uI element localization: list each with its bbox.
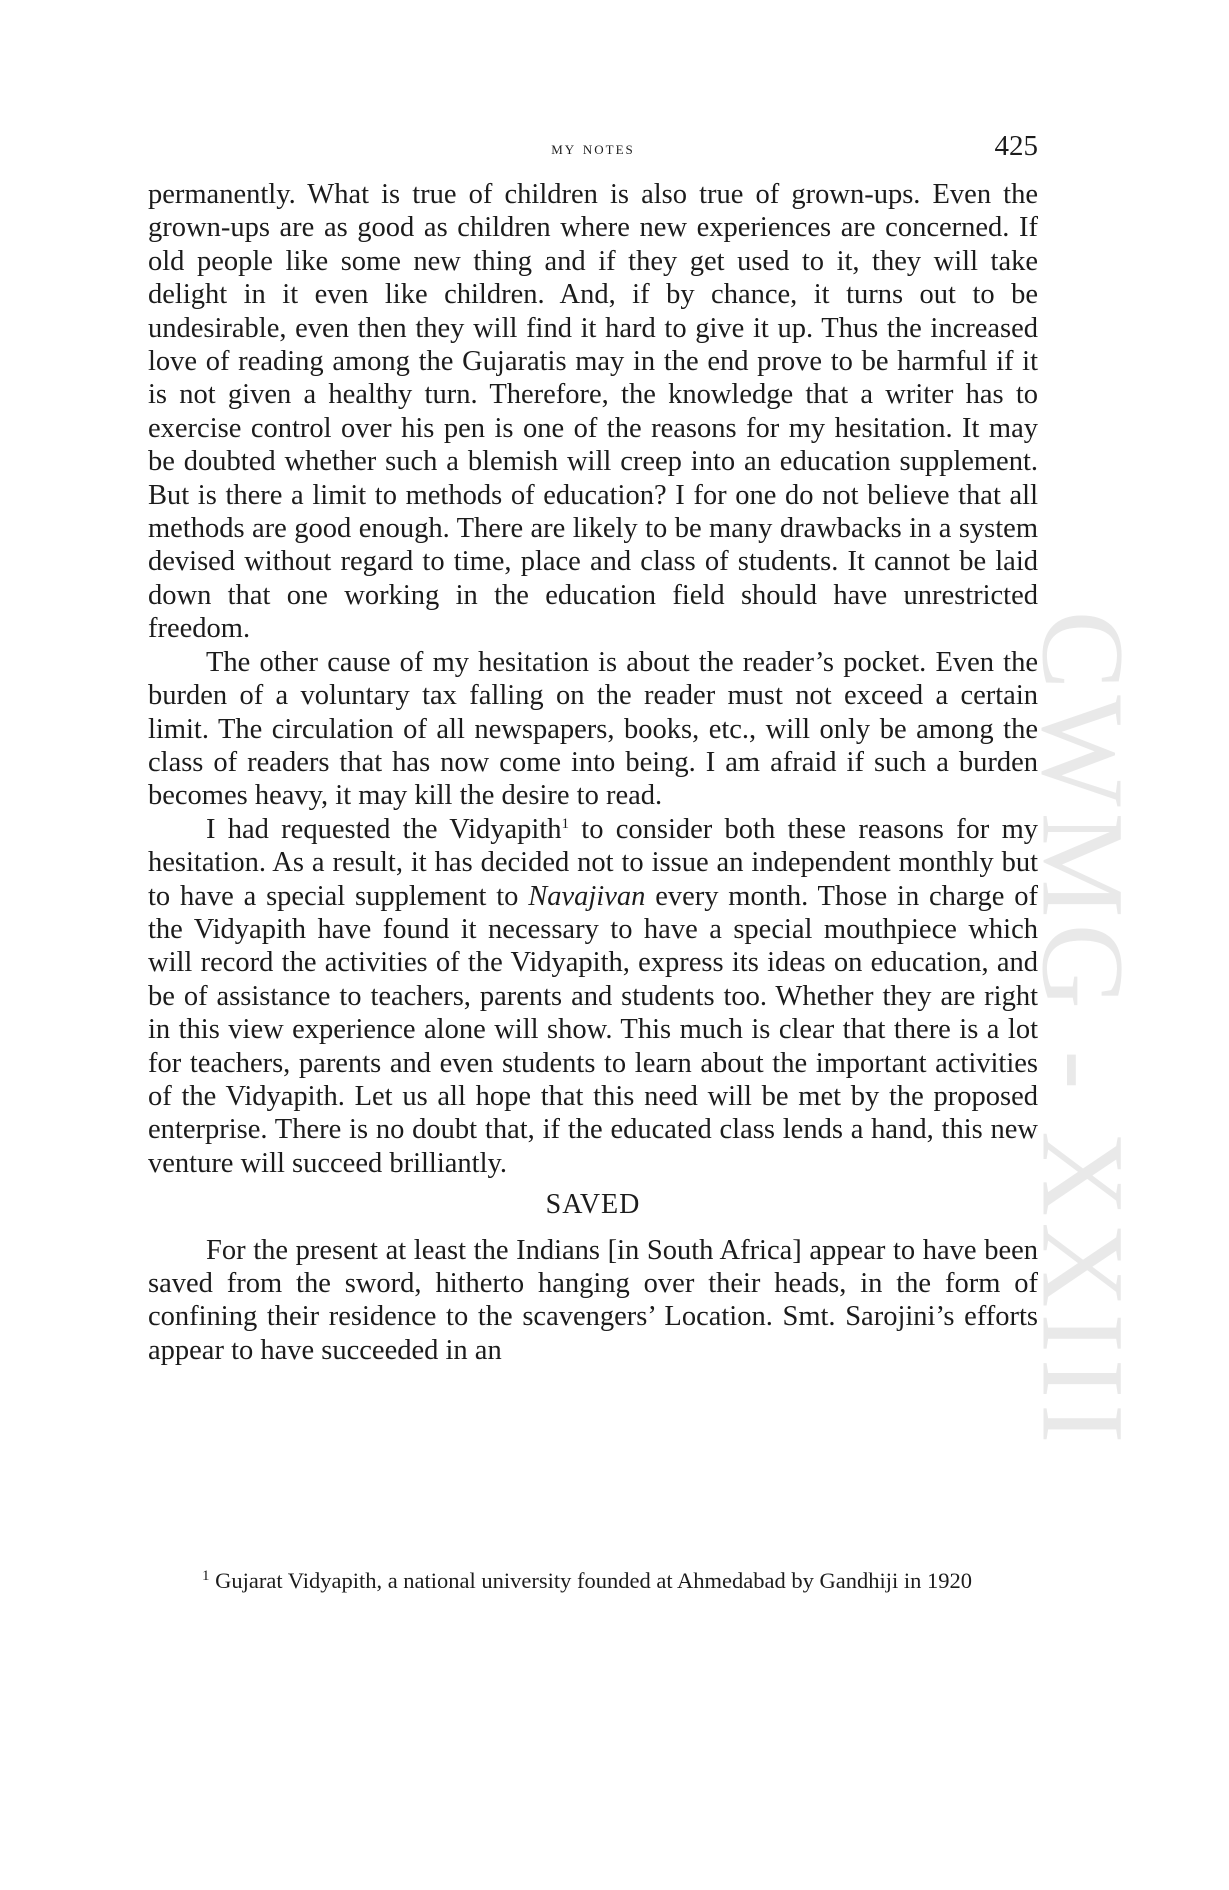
newspaper-title: Navajivan bbox=[528, 880, 646, 912]
running-title: my notes bbox=[551, 138, 635, 159]
running-head bbox=[148, 130, 1038, 166]
watermark bbox=[1017, 440, 1149, 1620]
watermark-text: CWMG - XXIII bbox=[1017, 610, 1149, 1450]
section-heading-rest: AVED bbox=[562, 1189, 641, 1221]
footnotes bbox=[152, 1566, 1050, 1596]
body-text bbox=[148, 178, 1038, 1367]
section-heading bbox=[148, 1188, 1038, 1221]
footnote bbox=[152, 1566, 1050, 1596]
footnote-text: Gujarat Vidyapith, a national university founded at Ahmedabad by Gandhiji in 1920 bbox=[209, 1568, 972, 1593]
paragraph-3-part-2: to consider both these reasons for my hesitation. As a result, it has decided not to issue an independent monthly but to have a special supplement to bbox=[148, 813, 1038, 912]
footnote-reference[interactable]: 1 bbox=[561, 815, 570, 832]
paragraph-3 bbox=[148, 813, 1038, 1180]
section-paragraph: For the present at least the Indians [in South Africa] appear to have been saved from the sword, hitherto hanging over their heads, in the form of confining their residence to the scavengers’ Location. Smt. Sarojini’s efforts appear to have succeeded in an bbox=[148, 1234, 1038, 1366]
section-heading-initial: S bbox=[545, 1189, 563, 1221]
footnote-mark: 1 bbox=[202, 1568, 210, 1584]
paragraph-3-part-3: every month. Those in charge of the Vidyapith have found it necessary to have a special mouthpiece which will record the activities of the Vidyapith, express its ideas on education, and be of assistance to teachers, parents and students too. Whether they are right in this view experience alone will show. This much is clear that there is a lot for teachers, parents and even students to learn about the important activities of the Vidyapith. Let us all hope that this need will be met by the proposed enterprise. There is no doubt that, if the educated class lends a hand, this new venture will succeed brilliantly. bbox=[148, 880, 1038, 1179]
paragraph-1: permanently. What is true of children is also true of grown-ups. Even the grown-ups are as good as children where new experiences are concerned. If old people like some new thing and if they get used to it, they will take delight in it even like children. And, if by chance, it turns out to be undesirable, even then they will find it hard to give it up. Thus the increased love of reading among the Gujaratis may in the end prove to be harmful if it is not given a healthy turn. Therefore, the knowledge that a writer has to exercise control over his pen is one of the reasons for my hesitation. It may be doubted whether such a blemish will creep into an education supplement. But is there a limit to methods of education? I for one do not believe that all methods are good enough. There are likely to be many drawbacks in a system devised without regard to time, place and class of students. It cannot be laid down that one working in the education field should have unrestricted freedom. bbox=[148, 179, 1038, 645]
page-number: 425 bbox=[994, 130, 1038, 162]
paragraph-3-part-1: I had requested the Vidyapith bbox=[206, 813, 562, 845]
paragraph-2: The other cause of my hesitation is about the reader’s pocket. Even the burden of a voluntary tax falling on the reader must not exceed a certain limit. The circulation of all newspapers, books, etc., will only be among the class of readers that has now come into being. I am afraid if such a burden becomes heavy, it may kill the desire to read. bbox=[148, 646, 1038, 812]
